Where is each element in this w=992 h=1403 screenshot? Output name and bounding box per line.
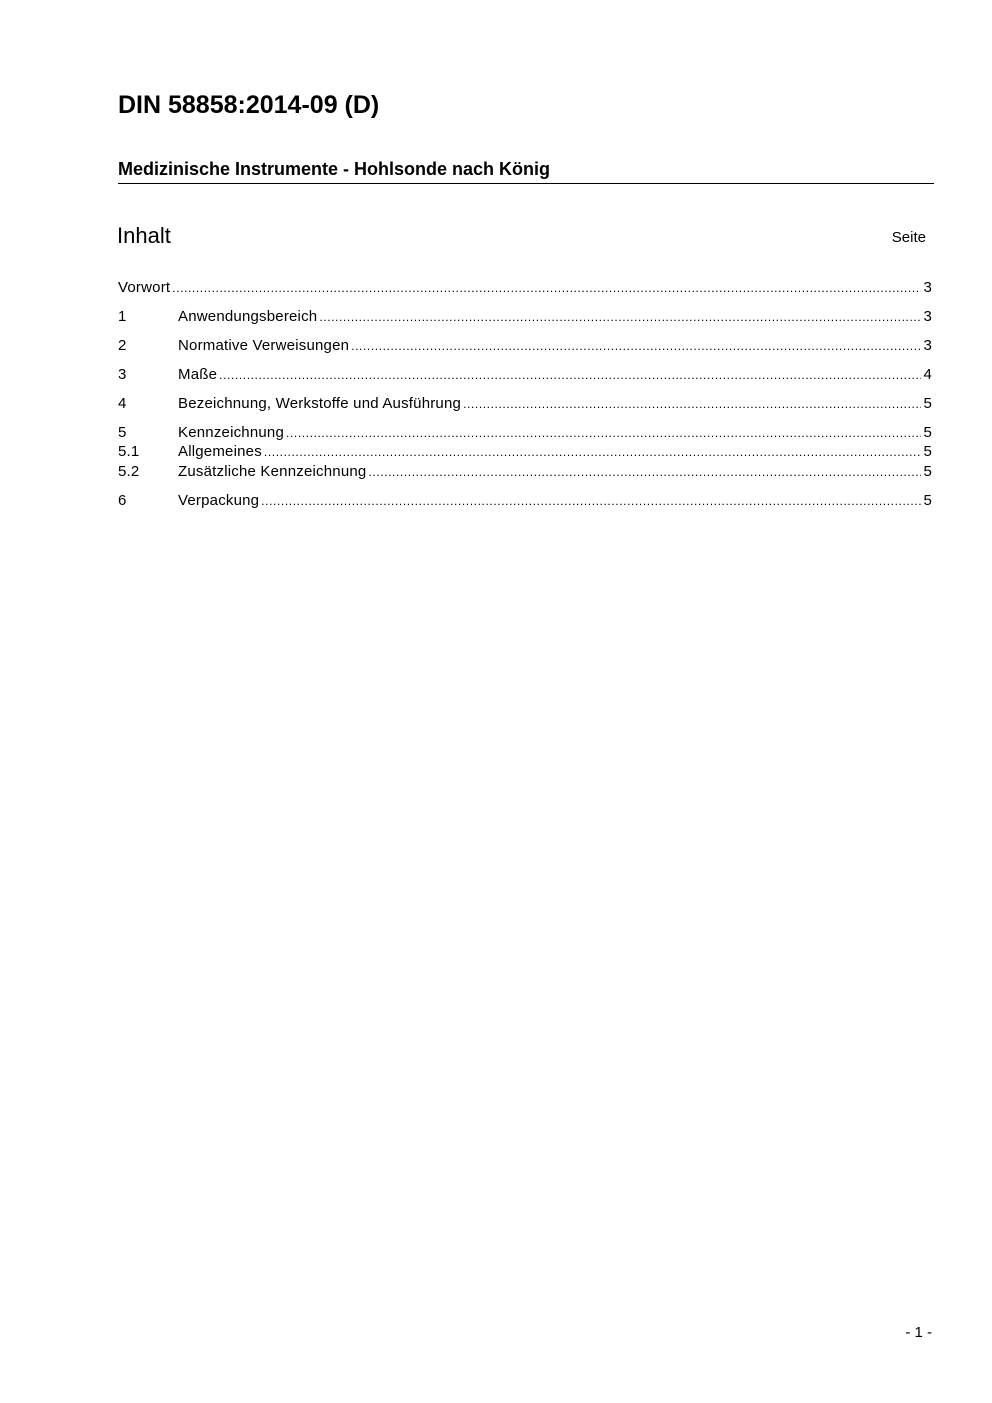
toc-page-column-label: Seite (891, 229, 926, 246)
toc-entry-title: Bezeichnung, Werkstoffe und Ausführung (178, 395, 462, 412)
toc-entry-page: 5 (923, 492, 932, 509)
toc-dot-leader (368, 462, 921, 482)
page-number: - 1 - (905, 1324, 932, 1341)
toc-entry-title: Verpackung (178, 492, 260, 509)
toc-entry-title: Anwendungsbereich (178, 308, 318, 325)
toc-dot-leader (264, 442, 922, 462)
toc-entry-number: 2 (118, 337, 127, 354)
document-title: DIN 58858:2014-09 (D) (118, 91, 380, 119)
toc-entry-5-2[interactable] (118, 462, 932, 482)
toc-entry-number: 4 (118, 395, 127, 412)
toc-entry-4[interactable] (118, 394, 932, 414)
toc-entry-title: Normative Verweisungen (178, 337, 350, 354)
toc-entry-page: 3 (923, 279, 932, 296)
toc-entry-5-1[interactable] (118, 442, 932, 462)
toc-entry-vorwort[interactable] (118, 278, 932, 298)
toc-entry-title: Vorwort (118, 279, 171, 296)
toc-entry-page: 5 (923, 463, 932, 480)
toc-entry-title: Maße (178, 366, 218, 383)
toc-heading: Inhalt (117, 223, 171, 248)
toc-entry-page: 5 (923, 443, 932, 460)
toc-dot-leader (219, 365, 921, 385)
toc-entry-number: 6 (118, 492, 127, 509)
toc-dot-leader (286, 423, 921, 443)
toc-entry-page: 5 (923, 424, 932, 441)
toc-dot-leader (463, 394, 921, 414)
toc-entry-number: 5 (118, 424, 127, 441)
toc-entry-title: Allgemeines (178, 443, 262, 460)
toc-dot-leader (319, 307, 921, 327)
toc-dot-leader (351, 336, 921, 356)
toc-entry-1[interactable] (118, 307, 932, 327)
toc-dot-leader (261, 491, 921, 511)
toc-entry-title: Kennzeichnung (178, 424, 285, 441)
toc-entry-6[interactable] (118, 491, 932, 511)
toc-entry-page: 5 (923, 395, 932, 412)
toc-entry-2[interactable] (118, 336, 932, 356)
toc-entry-page: 3 (923, 337, 932, 354)
toc-entry-3[interactable] (118, 365, 932, 385)
toc-entry-number: 5.2 (118, 463, 140, 480)
toc-entry-title: Zusätzliche Kennzeichnung (178, 463, 367, 480)
toc-entry-5[interactable] (118, 423, 932, 443)
toc-entry-number: 5.1 (118, 443, 140, 460)
toc-dot-leader (172, 278, 921, 298)
toc-entry-number: 1 (118, 308, 127, 325)
toc-entry-page: 3 (923, 308, 932, 325)
toc-entry-page: 4 (923, 366, 932, 383)
document-subtitle: Medizinische Instrumente - Hohlsonde nach König (118, 157, 934, 184)
toc-entry-number: 3 (118, 366, 127, 383)
